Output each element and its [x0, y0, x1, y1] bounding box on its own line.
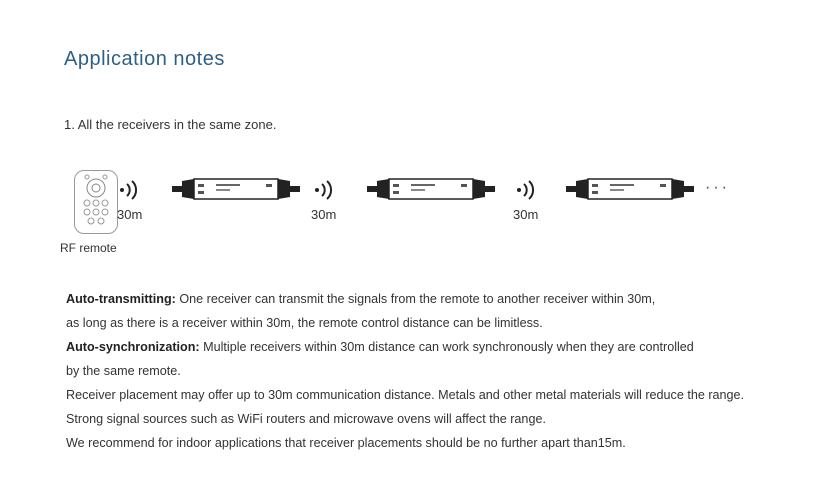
notes-line: Receiver placement may offer up to 30m communication distance. Metals and other metal materials will reduce the range. — [66, 388, 745, 402]
wireless-signal-icon — [516, 180, 540, 200]
notes-line: Strong signal sources such as WiFi routers and microwave ovens will affect the range. — [66, 412, 546, 426]
page-title: Application notes — [64, 48, 225, 70]
continuation-ellipsis: ··· — [705, 179, 730, 196]
rf-remote-label: RF remote — [60, 241, 117, 255]
distance-label: 30m — [513, 207, 539, 222]
receiver-controller-icon — [172, 176, 300, 202]
notes-line — [66, 291, 806, 315]
wireless-signal-icon — [119, 180, 143, 200]
receiver-controller-icon — [566, 176, 694, 202]
point-1-text: 1. All the receivers in the same zone. — [64, 117, 277, 132]
distance-label: 30m — [117, 207, 143, 222]
notes-line — [66, 339, 806, 363]
notes-line: We recommend for indoor applications that receiver placements should be no further apart than15m. — [66, 436, 626, 450]
rf-remote-icon — [74, 170, 118, 234]
receiver-controller-icon — [367, 176, 495, 202]
notes-block — [66, 291, 806, 459]
auto-synchronization-text: Multiple receivers within 30m distance can work synchronously when they are controlled — [199, 340, 694, 354]
distance-label: 30m — [311, 207, 337, 222]
notes-line: by the same remote. — [66, 364, 181, 378]
auto-transmitting-label: Auto-transmitting: — [66, 292, 176, 306]
auto-synchronization-label: Auto-synchronization: — [66, 340, 200, 354]
wireless-signal-icon — [314, 180, 338, 200]
auto-transmitting-text: One receiver can transmit the signals from the remote to another receiver within 30m, — [175, 292, 656, 306]
notes-line: as long as there is a receiver within 30m, the remote control distance can be limitless. — [66, 316, 543, 330]
